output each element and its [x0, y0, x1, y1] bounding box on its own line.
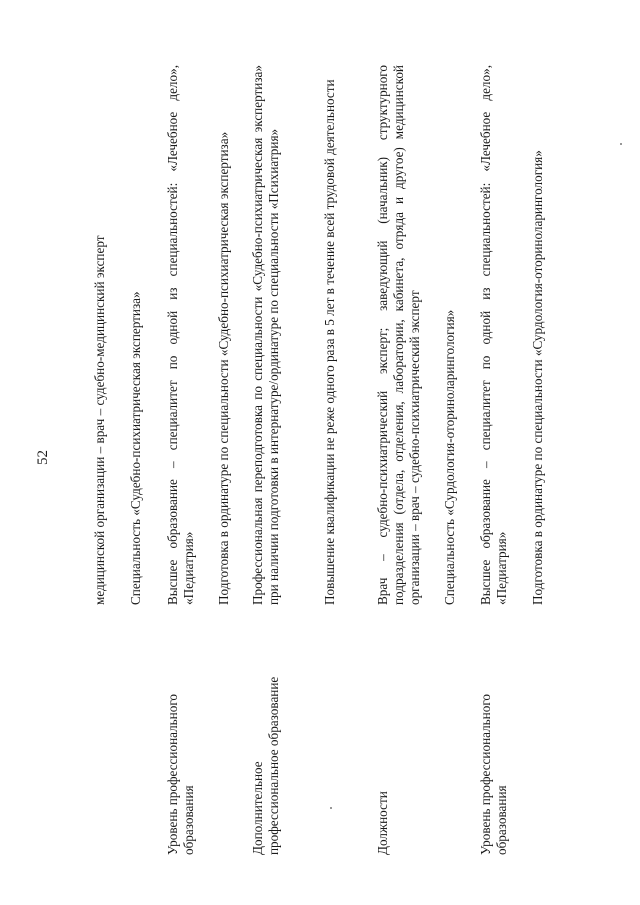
continuation-line: медицинской организации – врач – судебно-медицинский эксперт — [92, 235, 107, 605]
specialty-heading-forensic-psychiatry: Специальность «Судебно-психиатрическая экспертиза» — [128, 291, 143, 605]
edu-level-text: Высшее образование – специалитет по одной из специальностей: «Лечебное дело», «Педиатрия» — [165, 65, 196, 605]
retraining-text: Профессиональная переподготовка по специальности «Судебно-психиатрическая экспертиза» при наличии подготовки в интернатуре/ординатуре по специальности «Психиатрия» — [250, 65, 281, 605]
qualification-text: Повышение квалификации не реже одного раза в 5 лет в течение всей трудовой деятельности — [322, 79, 337, 605]
residency-text: Подготовка в ординатуре по специальности «Судебно-психиатрическая экспертиза» — [216, 131, 231, 605]
edu-level-label-2: Уровень профессионального образования — [478, 693, 509, 855]
additional-edu-label: Дополнительное профессиональное образование — [250, 676, 281, 855]
page-number: 52 — [35, 450, 51, 465]
edu-level-label: Уровень профессионального образования — [165, 693, 196, 855]
edu-level-text-2: Высшее образование – специалитет по одной из специальностей: «Лечебное дело», «Педиатрия» — [478, 65, 509, 605]
scan-speck — [330, 807, 332, 809]
residency-text-2: Подготовка в ординатуре по специальности «Сурдология-оториноларингология» — [530, 150, 545, 605]
positions-label: Должности — [375, 791, 390, 855]
positions-text: Врач – судебно-психиатрический эксперт; заведующий (начальник) структурного подразделения (отдела, отделения, лаборатории, кабинета, отряда и другое) медицинской организации – врач – судебно-психиатрический эксперт — [375, 65, 422, 605]
specialty-heading-audiology: Специальность «Сурдология-оториноларингология» — [442, 309, 457, 605]
scan-speck — [620, 143, 622, 145]
